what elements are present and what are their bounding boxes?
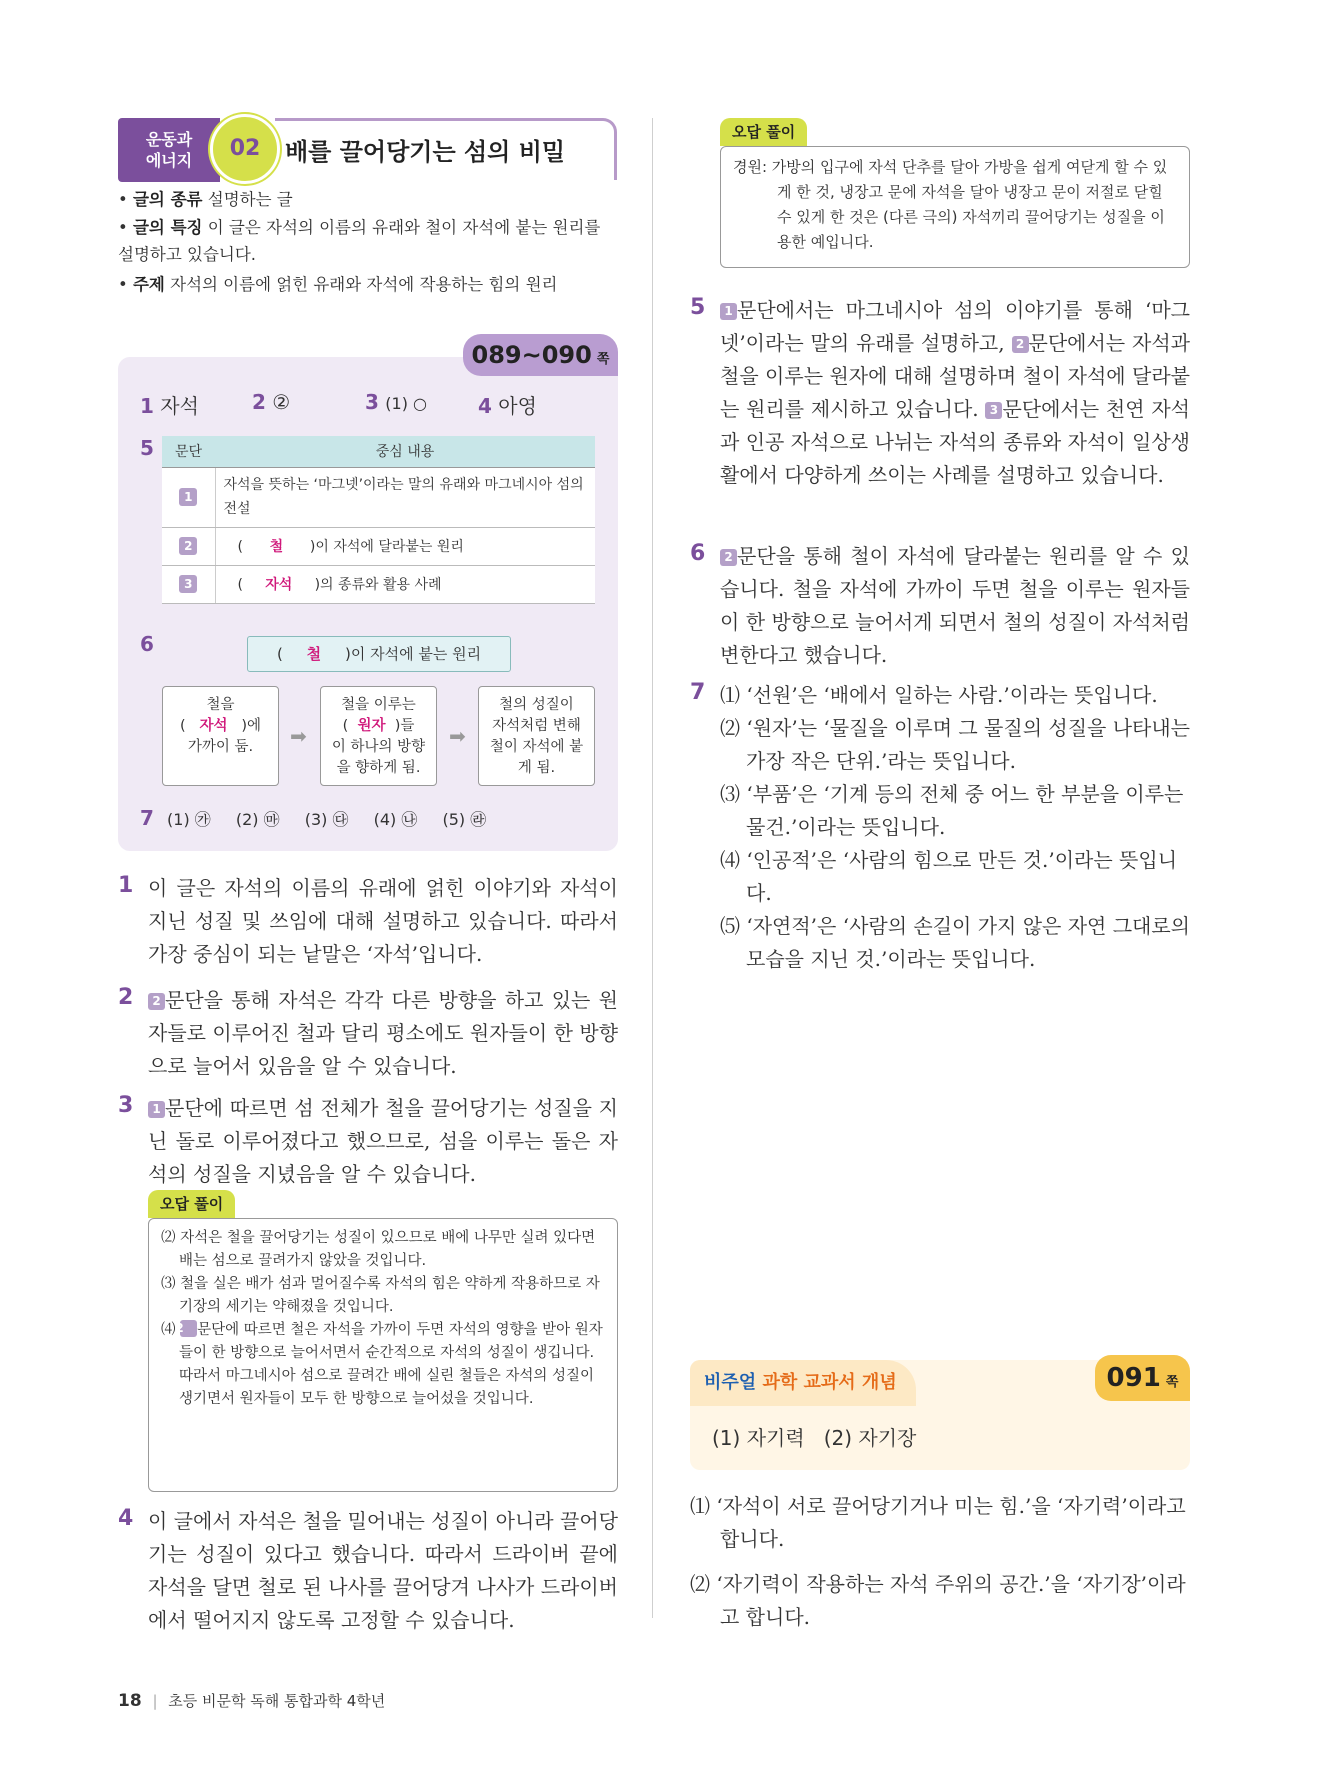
unit-number: 02 [229, 136, 261, 161]
answer-q2: 2 ② [252, 390, 291, 414]
column-divider [652, 118, 653, 1618]
answer-q7: 7 (1) ㉮ (2) ㉲ (3) ㉰ (4) ㉯ (5) ㉱ [140, 806, 487, 830]
meta-type: • 글의 종류 설명하는 글 [118, 190, 293, 209]
table-cell: ( 자석 )의 종류와 활용 사례 [215, 565, 595, 603]
answer-q5-label: 5 [140, 436, 154, 460]
page-title: 배를 끌어당기는 섬의 비밀 [285, 138, 566, 166]
paragraph-badge: 1 [179, 488, 197, 506]
definition-item: ⑸ ‘자연적’은 ‘사람의 손길이 가지 않은 자연 그대로의 모습을 지닌 것.’이라는 뜻입니다. [720, 914, 1190, 971]
explanation-number: 1 [118, 873, 134, 898]
paragraph-badge: 1 [148, 1101, 165, 1118]
explanation-3: 1 문단에 따르면 섬 전체가 철을 끌어당기는 성질을 지닌 돌로 이루어졌다고 했으므로, 섬을 이루는 돌은 자석의 성질을 지녔음을 알 수 있습니다. [148, 1096, 618, 1186]
explanation-1: 이 글은 자석의 이름의 유래에 얽힌 이야기와 자석이 지닌 성질 및 쓰임에 대해 설명하고 있습니다. 따라서 가장 중심이 되는 낱말은 ‘자석’입니다. [148, 876, 618, 966]
page-number: 18 [118, 1691, 142, 1711]
explanation-number: 2 [118, 985, 134, 1010]
page-footer: 18 | 초등 비문학 독해 통합과학 4학년 [118, 1691, 386, 1711]
page-range-badge: 089~090 쪽 [463, 334, 618, 376]
wrong-answer-item: 경원: 가방의 입구에 자석 단추를 달아 가방을 쉽게 여닫게 할 수 있게 한 것, 냉장고 문에 자석을 달아 냉장고 문이 저절로 닫힐 수 있게 한 것은 (다른 극의) 자석끼리 끌어당기는 성질을 이용한 예입니다. [733, 158, 1168, 251]
wrong-answer-tag: 오답 풀이 [148, 1190, 235, 1218]
definition-item: ⑴ ‘자석이 서로 끌어당기거나 미는 힘.’을 ‘자기력’이라고 합니다. [690, 1494, 1186, 1551]
answer-q3: 3 (1) ○ [365, 390, 427, 414]
explanation-number: 6 [690, 541, 706, 566]
table-header-content: 중심 내용 [215, 436, 595, 467]
flow-step-2: 철을 이루는 ( 원자 )들 이 하나의 방향 을 향하게 됨. [320, 686, 437, 786]
explanation-7 [720, 679, 1190, 976]
visual-page-badge: 091 쪽 [1095, 1355, 1190, 1401]
flow-step-1: 철을 ( 자석 )에 가까이 둠. [162, 686, 279, 786]
paragraph-badge: 2 [180, 1320, 197, 1337]
table-cell: ( 철 )이 자석에 달라붙는 원리 [215, 527, 595, 565]
arrow-right-icon: ➡ [449, 724, 466, 748]
explanation-2: 2 문단을 통해 자석은 각각 다른 방향을 하고 있는 원자들로 이루어진 철과 달리 평소에도 원자들이 한 방향으로 늘어서 있음을 알 수 있습니다. [148, 988, 618, 1078]
definition-item: ⑴ ‘선원’은 ‘배에서 일하는 사람.’이라는 뜻입니다. [720, 683, 1158, 707]
explanation-number: 4 [118, 1506, 134, 1531]
explanation-number: 7 [690, 680, 706, 705]
explanation-6: 2 문단을 통해 철이 자석에 달라붙는 원리를 알 수 있습니다. 철을 자석에 가까이 두면 철을 이루는 원자들이 한 방향으로 늘어서게 되면서 철의 성질이 자석처럼 변한다고 했습니다. [720, 544, 1190, 667]
wrong-answer-item: ⑵ 자석은 철을 끌어당기는 성질이 있으므로 배에 나무만 실려 있다면 배는 섬으로 끌려가지 않았을 것입니다. [161, 1230, 596, 1269]
meta-feature: • 글의 특징 이 글은 자석의 이름의 유래와 철이 자석에 붙는 원리를 설명하고 있습니다. [118, 218, 601, 264]
explanation-5: 1 문단에서는 마그네시아 섬의 이야기를 통해 ‘마그넷’이라는 말의 유래를 설명하고, 2 문단에서는 자석과 철을 이루는 원자에 대해 설명하며 철이 자석에 달라붙는 원리를 제시하고 있습니다. 3 문단에서는 천연 자석과 인공 자석으로 나뉘는 자석의 종류와 자석이 일상생활에서 다양하게 쓰이는 사례를 설명하고 있습니다. [720, 298, 1191, 487]
table-header-row [162, 436, 595, 467]
meta-theme: • 주제 자석의 이름에 얽힌 유래와 자석에 작용하는 힘의 원리 [118, 275, 558, 294]
book-title: 초등 비문학 독해 통합과학 4학년 [168, 1692, 386, 1710]
explanation-number: 3 [118, 1093, 134, 1118]
paragraph-badge: 2 [148, 993, 165, 1010]
answer-q4: 4 아영 [478, 394, 537, 418]
q6-title-box: ( 철 )이 자석에 붙는 원리 [247, 636, 511, 672]
definition-item: ⑷ ‘인공적’은 ‘사람의 힘으로 만든 것.’이라는 뜻입니다. [720, 848, 1178, 905]
wrong-answer-item: ⑶ 철을 실은 배가 섬과 멀어질수록 자석의 힘은 약하게 작용하므로 자기장의 세기는 약해졌을 것입니다. [161, 1276, 600, 1315]
visual-explanation [690, 1490, 1190, 1634]
wrong-answer-item: ⑷ 2 문단에 따르면 철은 자석을 가까이 두면 자석의 영향을 받아 원자들이 한 방향으로 늘어서면서 순간적으로 자석의 성질이 생깁니다. 따라서 마그네시아 섬으로 끌려간 배에 실린 철들은 자석의 성질이 생기면서 원자들이 모두 한 방향으로 늘어섰을 것입니다. [161, 1321, 603, 1407]
paragraph-badge: 2 [179, 537, 197, 555]
visual-concept-tag: 비주얼 과학 교과서 개념 [690, 1360, 916, 1406]
table-row [162, 565, 595, 603]
paragraph-badge: 2 [1012, 336, 1029, 353]
visual-answers: (1) 자기력 (2) 자기장 [712, 1426, 917, 1450]
unit-line2: 에너지 [145, 151, 193, 170]
unit-line1: 운동과 [145, 130, 193, 149]
answer-q1: 1 자석 [140, 394, 199, 418]
paragraph-badge: 1 [720, 303, 737, 320]
explanation-number: 5 [690, 295, 706, 320]
wrong-answer-box [720, 146, 1190, 268]
table-header-para: 문단 [162, 436, 215, 467]
table-row [162, 527, 595, 565]
paragraph-badge: 3 [985, 402, 1002, 419]
table-row [162, 467, 595, 527]
paragraph-badge: 2 [720, 549, 737, 566]
explanation-4: 이 글에서 자석은 철을 밀어내는 성질이 아니라 끌어당기는 성질이 있다고 했습니다. 따라서 드라이버 끝에 자석을 달면 철로 된 나사를 끌어당겨 나사가 드라이버에서 떨어지지 않도록 고정할 수 있습니다. [148, 1509, 618, 1632]
definition-item: ⑵ ‘자기력이 작용하는 자석 주위의 공간.’을 ‘자기장’이라고 합니다. [690, 1572, 1186, 1629]
summary-table [162, 436, 595, 604]
arrow-right-icon: ➡ [290, 724, 307, 748]
paragraph-badge: 3 [179, 575, 197, 593]
definition-item: ⑵ ‘원자’는 ‘물질을 이루며 그 물질의 성질을 나타내는 가장 작은 단위.’라는 뜻입니다. [720, 716, 1190, 773]
flow-step-3: 철의 성질이 자석처럼 변해 철이 자석에 붙 게 됨. [478, 686, 595, 786]
definition-item: ⑶ ‘부품’은 ‘기계 등의 전체 중 어느 한 부분을 이루는 물건.’이라는 뜻입니다. [720, 782, 1184, 839]
wrong-answer-tag: 오답 풀이 [720, 118, 807, 146]
table-cell: 자석을 뜻하는 ‘마그넷’이라는 말의 유래와 마그네시아 섬의 전설 [215, 467, 595, 527]
answer-q6-label: 6 [140, 632, 154, 656]
unit-tag [118, 118, 220, 182]
wrong-answer-box [148, 1218, 618, 1492]
